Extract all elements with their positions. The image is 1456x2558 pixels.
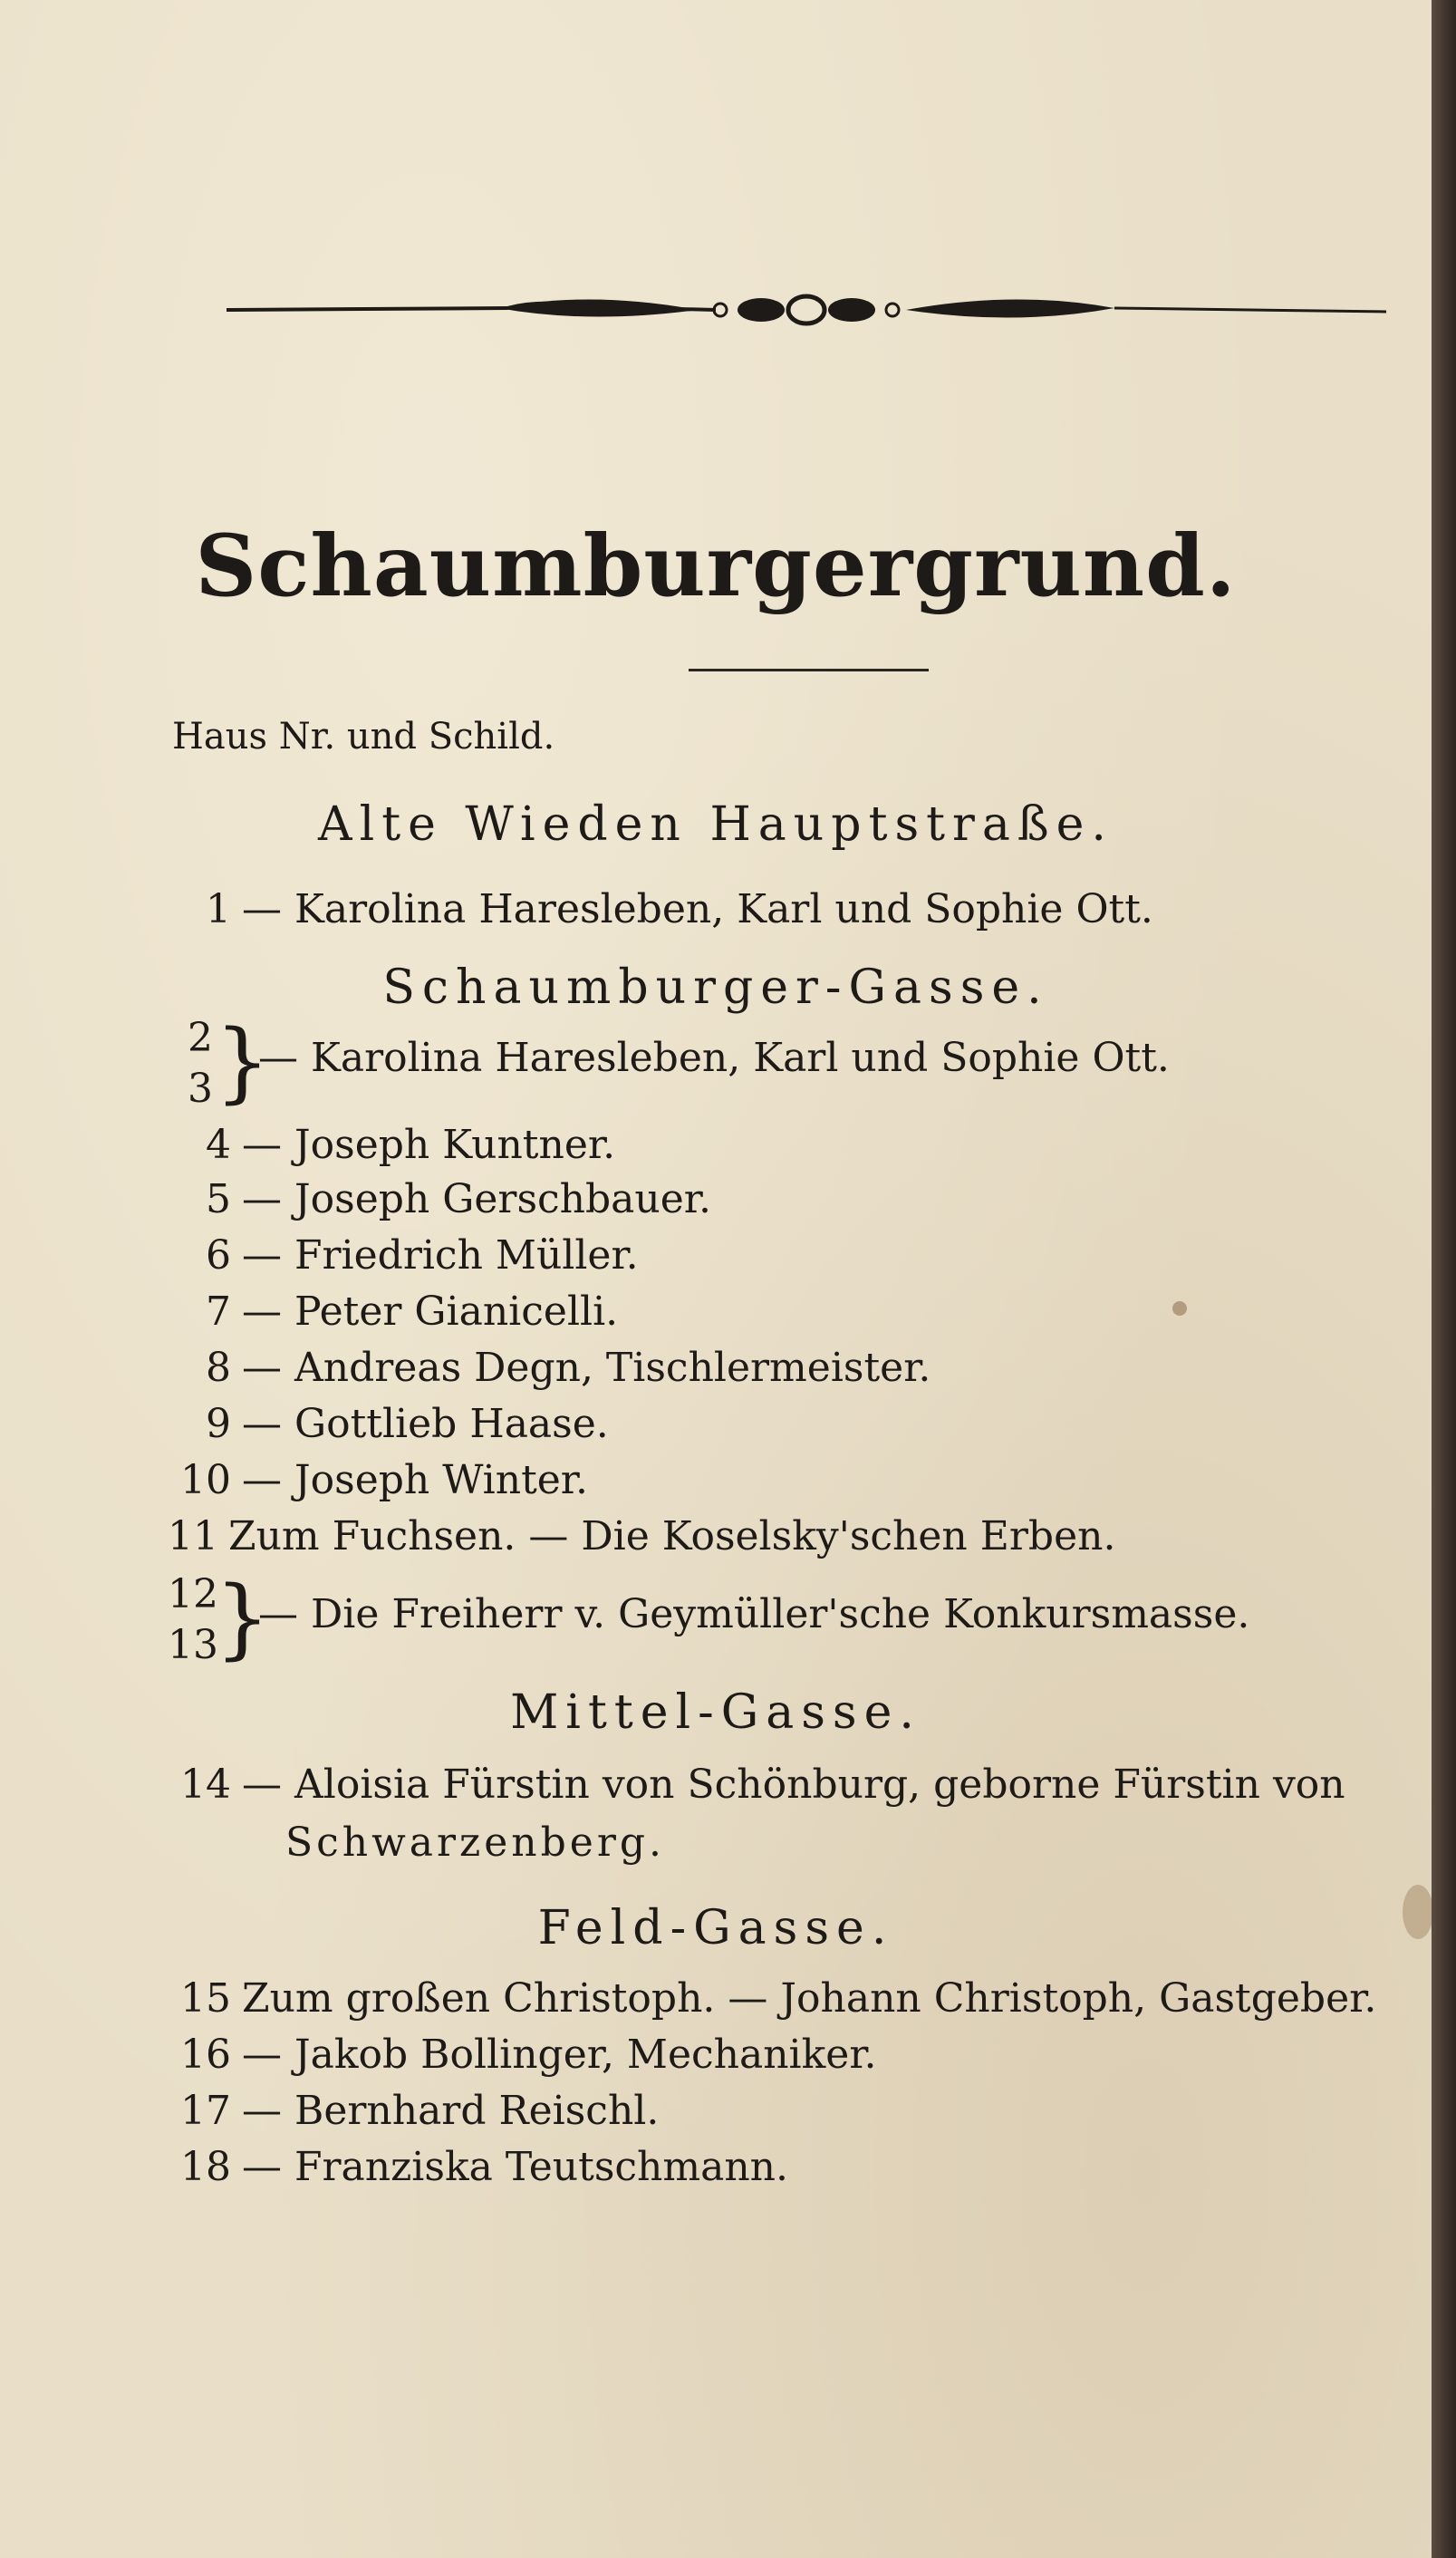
street-heading-feld: Feld-Gasse.	[537, 1901, 894, 1955]
entry-text: — Bernhard Reischl.	[242, 2088, 660, 2134]
street-heading-alte-wieden: Alte Wieden Hauptstraße.	[318, 797, 1114, 852]
entry-number: 5	[206, 1176, 231, 1222]
title-underline	[689, 669, 929, 671]
entry-text: — Gottlieb Haase.	[242, 1401, 609, 1447]
entry-17	[168, 2088, 659, 2134]
entry-text: — Joseph Winter.	[242, 1457, 588, 1503]
street-heading-mittel: Mittel-Gasse.	[510, 1685, 921, 1740]
entry-number: 10	[180, 1457, 231, 1503]
street-heading-schaumburger: Schaumburger-Gasse.	[382, 960, 1049, 1015]
entry-number: 16	[180, 2032, 231, 2078]
entry-1	[168, 886, 1153, 932]
entry-number: 18	[180, 2144, 231, 2190]
entry-text: — Joseph Kuntner.	[242, 1122, 616, 1168]
entry-text: — Peter Gianicelli.	[242, 1289, 619, 1335]
page-title: Schaumburgergrund.	[195, 516, 1237, 616]
entry-8	[168, 1345, 930, 1391]
entry-number: 15	[180, 1975, 231, 2022]
entry-15	[168, 1975, 1376, 2022]
entry-number: 8	[206, 1345, 231, 1391]
paper-stain	[1403, 1885, 1433, 1939]
paper-stain	[1172, 1301, 1187, 1316]
entry-11	[168, 1513, 1115, 1559]
entry-18	[168, 2144, 788, 2190]
entry-2-3	[168, 1013, 1255, 1122]
entry-text: — Jakob Bollinger, Mechaniker.	[242, 2032, 877, 2078]
entry-12-13	[168, 1569, 1345, 1678]
entry-5	[168, 1176, 711, 1222]
entry-numbers: 12 13	[168, 1571, 218, 1668]
entry-number: 17	[180, 2088, 231, 2134]
entry-text: — Die Freiherr v. Geymüller'sche Konkursmasse.	[258, 1591, 1250, 1637]
entry-14-continuation: Schwarzenberg.	[285, 1820, 665, 1866]
entry-text: Zum Fuchsen. — Die Koselsky'schen Erben.	[228, 1513, 1116, 1559]
column-header: Haus Nr. und Schild.	[172, 716, 555, 758]
entry-16	[168, 2032, 877, 2078]
entry-number: 4	[206, 1122, 231, 1168]
entry-10	[168, 1457, 588, 1503]
brace-icon: }	[215, 1011, 271, 1113]
entry-number: 7	[206, 1289, 231, 1335]
entry-7	[168, 1289, 618, 1335]
entry-number: 9	[206, 1401, 231, 1447]
ornament-rule-icon	[227, 281, 1386, 335]
entry-text: Zum großen Christoph. — Johann Christoph, Gastgeber.	[242, 1975, 1377, 2022]
brace-icon: }	[215, 1568, 271, 1669]
entry-text: — Franziska Teutschmann.	[242, 2144, 789, 2190]
entry-text: — Andreas Degn, Tischlermeister.	[242, 1345, 931, 1391]
entry-text: — Friedrich Müller.	[242, 1232, 639, 1279]
entry-text: — Aloisia Fürstin von Schönburg, geborne Fürstin von	[242, 1762, 1345, 1808]
entry-text: — Karolina Haresleben, Karl und Sophie Ott.	[258, 1035, 1170, 1081]
entry-9	[168, 1401, 609, 1447]
entry-14	[168, 1762, 1345, 1808]
entry-number: 1	[206, 886, 231, 932]
entry-text: — Karolina Haresleben, Karl und Sophie Ott.	[242, 886, 1153, 932]
entry-numbers: 2 3	[188, 1015, 213, 1112]
book-edge	[1432, 0, 1456, 2558]
entry-4	[168, 1122, 615, 1168]
entry-number: 6	[206, 1232, 231, 1279]
entry-number: 11	[168, 1513, 218, 1559]
entry-text: — Joseph Gerschbauer.	[242, 1176, 711, 1222]
entry-6	[168, 1232, 639, 1279]
entry-number: 14	[180, 1762, 231, 1808]
